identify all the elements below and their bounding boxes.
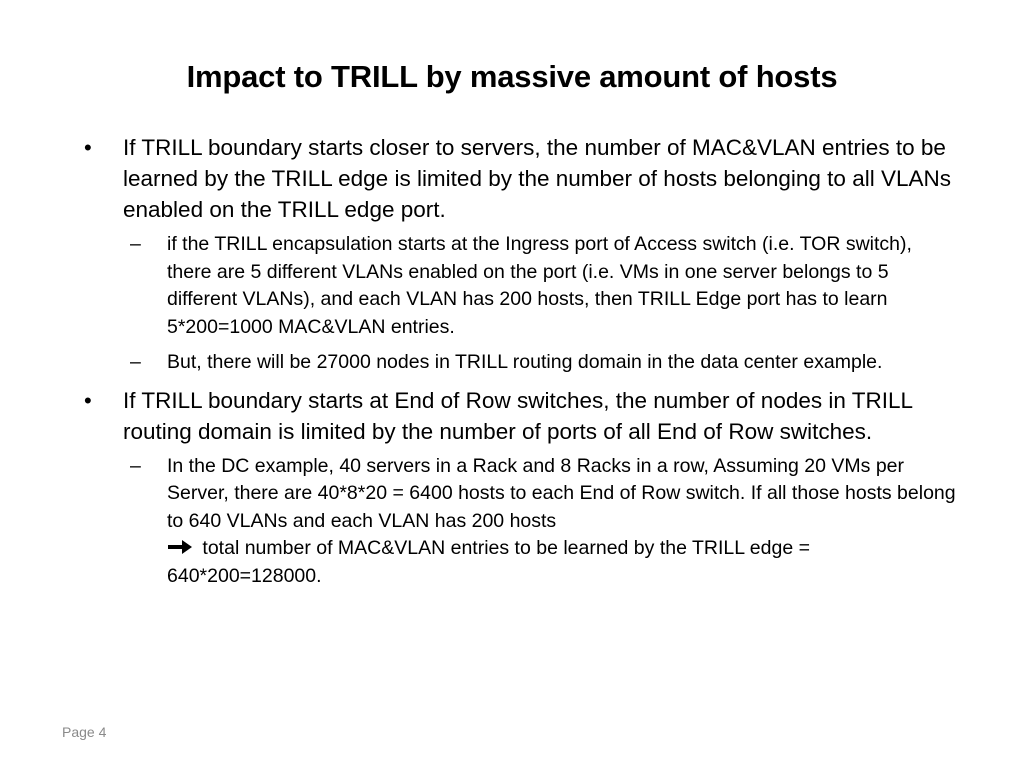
slide-content [80, 132, 960, 598]
page-number: Page 4 [62, 724, 107, 740]
right-arrow-icon [167, 539, 193, 555]
bullet-marker: • [84, 135, 92, 160]
dash-marker: – [130, 454, 141, 477]
bullet-marker: • [84, 387, 92, 413]
dash-marker: – [130, 233, 141, 255]
sub-bullet-text: if the TRILL encapsulation starts at the Ingress port of Access switch (i.e. TOR switch), there are 5 different VLANs enabled on the port (i.e. VMs in one server belongs to 5 different VLANs), and each VLAN has 200 hosts, then TRILL Edge port has to learn 5*200=1000 MAC&VLAN entries. [167, 233, 912, 338]
sub-bullet-text: In the DC example, 40 servers in a Rack and 8 Racks in a row, Assuming 20 VMs per Server, there are 40*8*20 = 6400 hosts to each End of Row switch. If all those hosts belong to 640 VLANs and each VLAN has 200 hosts [167, 454, 956, 532]
sub-bullet-item [80, 349, 960, 377]
dash-marker: – [130, 351, 141, 373]
sub-bullet-item [80, 231, 960, 341]
sub-bullet-text: But, there will be 27000 nodes in TRILL routing domain in the data center example. [167, 351, 883, 373]
bullet-item [80, 132, 960, 225]
sub-bullet-item [80, 453, 960, 591]
bullet-item [80, 385, 960, 447]
bullet-text: If TRILL boundary starts at End of Row switches, the number of nodes in TRILL routing domain is limited by the number of ports of all End of Row switches. [123, 387, 913, 444]
slide-title: Impact to TRILL by massive amount of hosts [186, 59, 838, 94]
sub-bullet-text-continued: total number of MAC&VLAN entries to be learned by the TRILL edge = 640*200=128000. [167, 537, 810, 587]
bullet-text: If TRILL boundary starts closer to servers, the number of MAC&VLAN entries to be learned by the TRILL edge is limited by the number of hosts belonging to all VLANs enabled on the TRILL edge port. [123, 135, 951, 222]
